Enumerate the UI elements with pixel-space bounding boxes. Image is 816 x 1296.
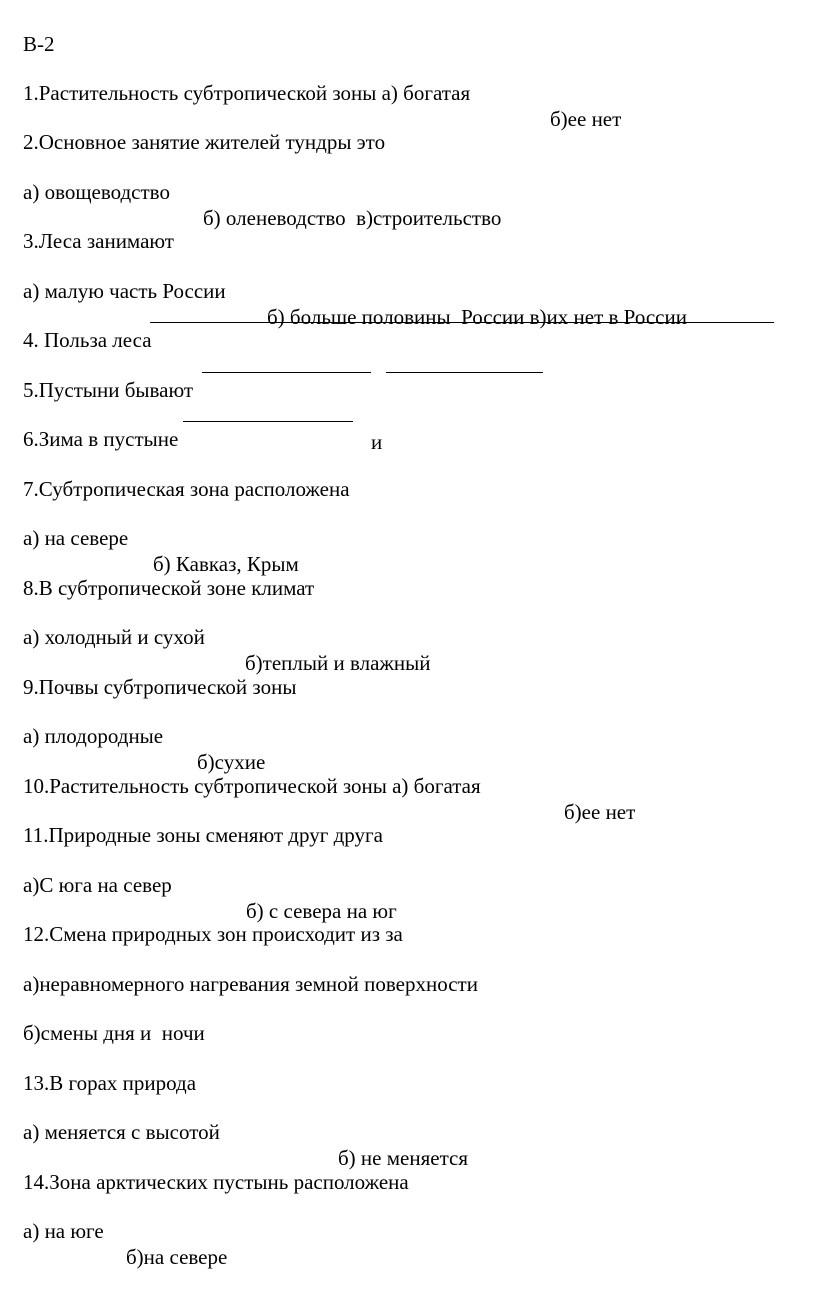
answer-blank[interactable] bbox=[386, 354, 543, 373]
question-text: 14.Зона арктических пустынь расположена bbox=[23, 1170, 409, 1194]
answer-option: б)смены дня и ночи bbox=[23, 1021, 205, 1045]
variant-label: В-2 bbox=[23, 32, 55, 56]
question-text: 2.Основное занятие жителей тундры это bbox=[23, 130, 386, 154]
answer-option: а) на юге bbox=[23, 1219, 104, 1243]
answer-option: а) меняется с высотой bbox=[23, 1120, 220, 1144]
question-text: 11.Природные зоны сменяют друг друга bbox=[23, 823, 383, 847]
answer-blank[interactable] bbox=[183, 403, 353, 422]
question-text: 4. Польза леса bbox=[23, 328, 152, 352]
answer-option: б) не меняется bbox=[338, 1146, 468, 1170]
question-text: 12.Смена природных зон происходит из за bbox=[23, 922, 403, 946]
question-text: 3.Леса занимают bbox=[23, 229, 174, 253]
answer-option: а) на севере bbox=[23, 526, 129, 550]
answer-option: б)ее нет bbox=[550, 107, 622, 131]
question-text: 6.Зима в пустыне bbox=[23, 427, 179, 451]
question-text: 5.Пустыни бывают bbox=[23, 378, 194, 402]
answer-option: б)теплый и влажный bbox=[245, 651, 431, 675]
question-text: 10.Растительность субтропической зоны а) богатая bbox=[23, 774, 481, 798]
answer-option: а) плодородные bbox=[23, 724, 164, 748]
question-text: 13.В горах природа bbox=[23, 1071, 197, 1095]
answer-option: б) Кавказ, Крым bbox=[153, 552, 299, 576]
answer-row-14 bbox=[2, 1192, 228, 1296]
question-text: 8.В субтропической зоне климат bbox=[23, 576, 315, 600]
question-text: 7.Субтропическая зона расположена bbox=[23, 477, 350, 501]
conjunction-text: и bbox=[371, 430, 383, 454]
answer-blank[interactable] bbox=[202, 354, 371, 373]
answer-option: а) малую часть России bbox=[23, 279, 226, 303]
answer-option: а) холодный и сухой bbox=[23, 625, 205, 649]
question-text: 1.Растительность субтропической зоны а) богатая bbox=[23, 81, 471, 105]
answer-option: б) оленеводство в)строительство bbox=[203, 206, 502, 230]
answer-option: а)С юга на север bbox=[23, 873, 172, 897]
answer-option: б)сухие bbox=[197, 750, 266, 774]
answer-option: б)на севере bbox=[126, 1245, 228, 1269]
answer-option: б)ее нет bbox=[564, 800, 636, 824]
answer-option: б) с севера на юг bbox=[246, 899, 397, 923]
answer-blank[interactable] bbox=[150, 304, 774, 323]
answer-option: б) больше половины России в)их нет в России bbox=[267, 305, 687, 329]
answer-option: а)неравномерного нагревания земной поверхности bbox=[23, 972, 478, 996]
question-text: 9.Почвы субтропической зоны bbox=[23, 675, 297, 699]
answer-option: а) овощеводство bbox=[23, 180, 170, 204]
